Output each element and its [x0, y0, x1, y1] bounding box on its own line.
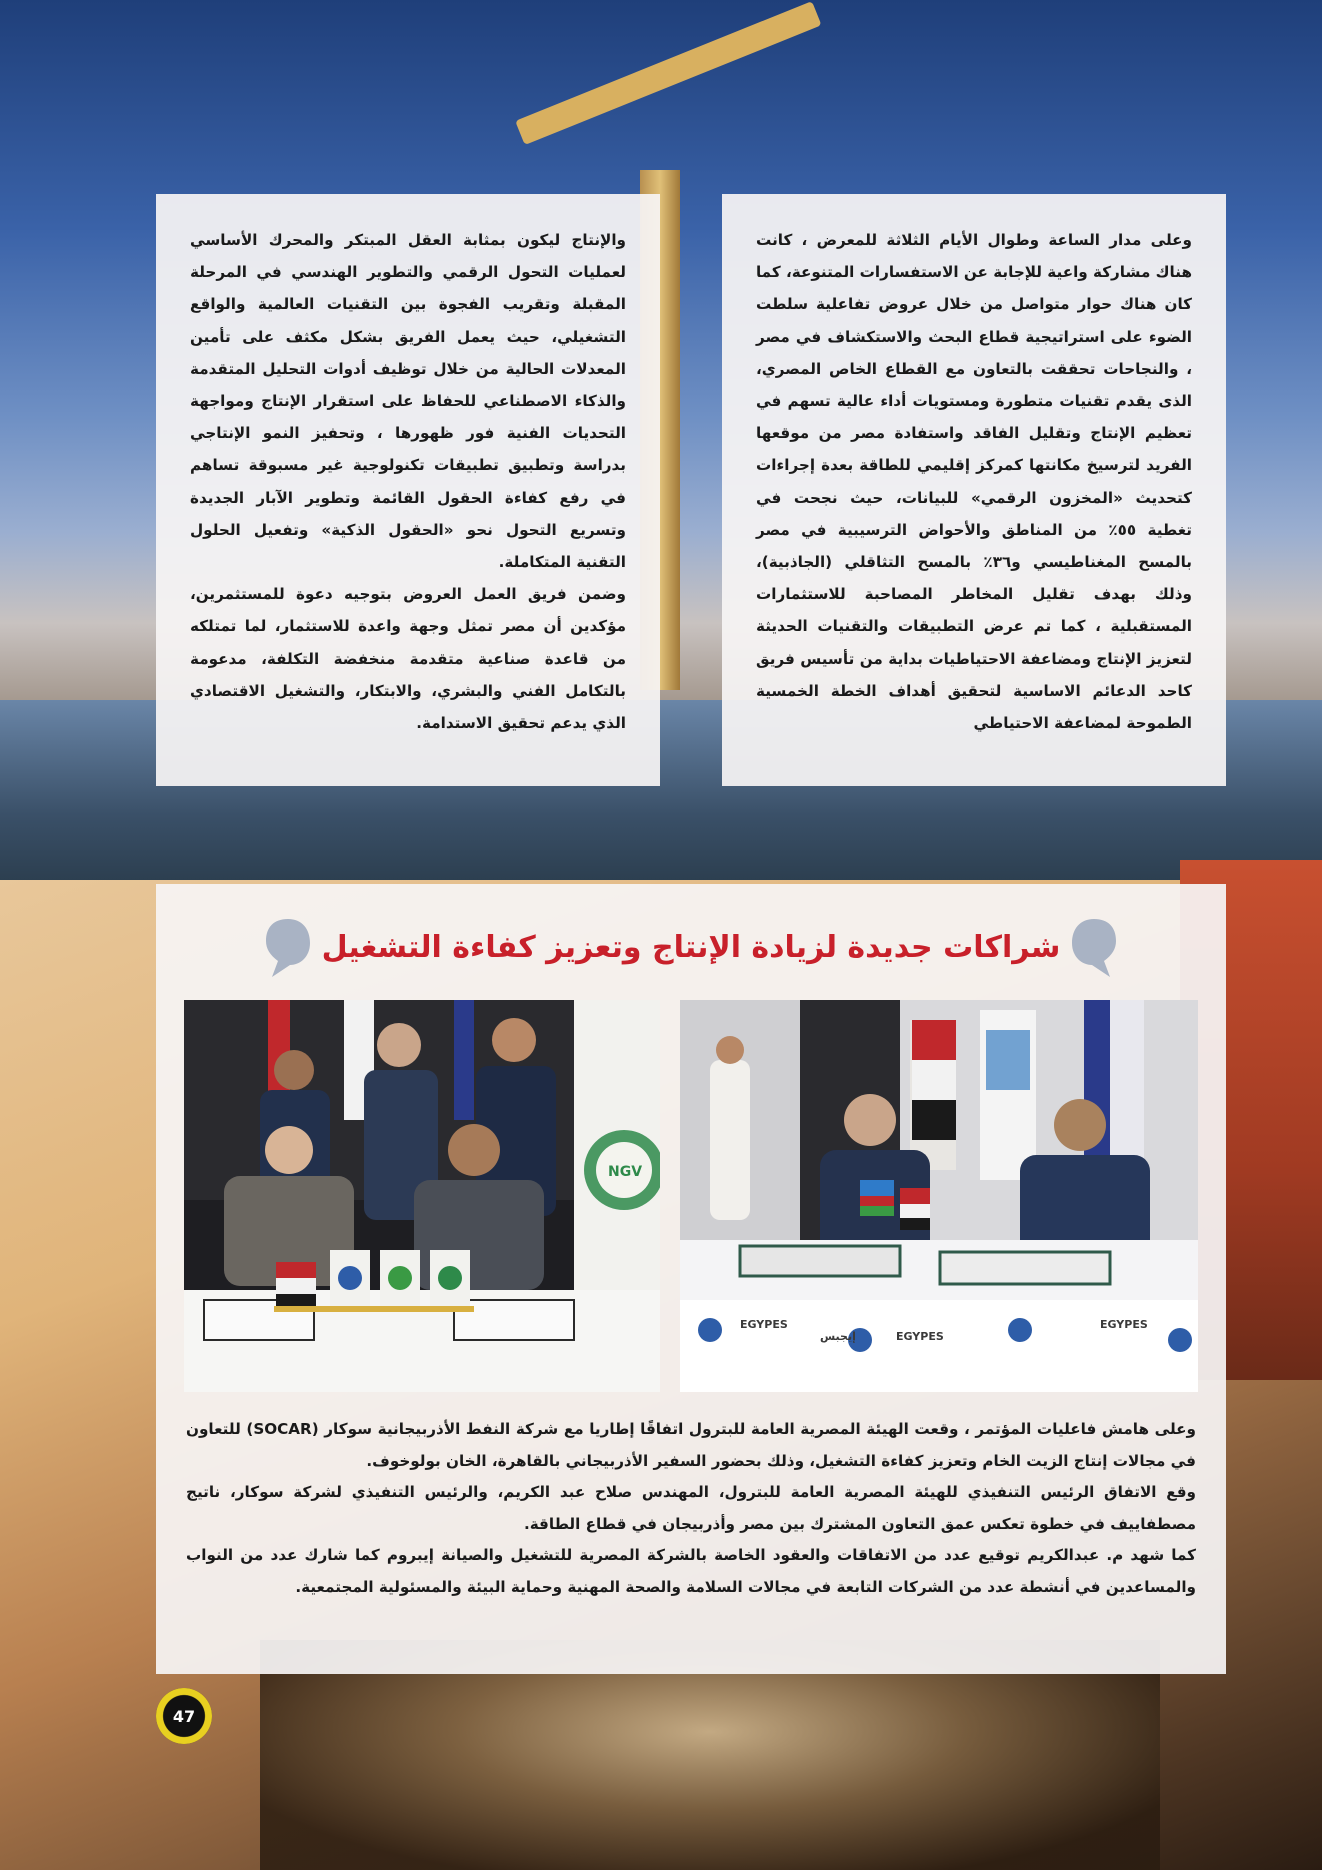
photo-socar-banner-text-2: EGYPES: [896, 1330, 944, 1343]
section-headline-row: [156, 912, 1226, 982]
section-paragraph-3: كما شهد م. عبدالكريم توقيع عدد من الاتفاقات والعقود الخاصة بالشركة المصرية للتشغيل والصيانة إيبروم كما شارك عدد من النواب والمساعدين في أنشطة عدد من الشركات التابعة في مجالات السلامة والصحة المهنية وحماية البيئة والمسئولية المجتمعية.: [186, 1546, 1196, 1596]
photo-partner-badge-text: NGV: [608, 1164, 643, 1180]
page-number: 47: [172, 1706, 196, 1726]
photo-partner-signing: [184, 1000, 660, 1392]
page-number-badge: [156, 1688, 212, 1744]
column-left-paragraph-2: وضمن فريق العمل العروض بتوجيه دعوة للمستثمرين، مؤكدين أن مصر تمثل وجهة واعدة للاستثمار، لما تمتلكه من قاعدة صناعية متقدمة منخفضة التكلفة، مدعومة بالتكامل الفني والبشري، والابتكار، والتشغيل الاقتصادي الذي يدعم تحقيق الاستدامة.: [190, 585, 626, 733]
partnerships-section: [156, 884, 1226, 1674]
photo-socar-banner-text-ar: إيجبس: [820, 1330, 856, 1343]
water-wake: [260, 1640, 1160, 1870]
quote-open-icon: [1070, 915, 1118, 979]
photo-socar-signing: [680, 1000, 1198, 1392]
photo-socar-banner-text-3: EGYPES: [1100, 1318, 1148, 1331]
column-left-paragraph-1: والإنتاج ليكون بمثابة العقل المبتكر والمحرك الأساسي لعمليات التحول الرقمي والتطوير الهندسي في المرحلة المقبلة وتقريب الفجوة بين التقنيات العالمية والواقع التشغيلي، حيث يعمل الفريق بشكل مكثف على تأمين المعدلات الحالية من خلال توظيف أدوات التحليل المتقدمة والذكاء الاصطناعي للحفاظ على استقرار الإنتاج ومواجهة التحديات الفنية فور ظهورها ، وتحفيز النمو الإنتاجي بدراسة وتطبيق تطبيقات تكنولوجية غير مسبوقة تساهم في رفع كفاءة الحقول القائمة وتطوير الآبار الجديدة وتسريع التحول نحو «الحقول الذكية» وتفعيل الحلول التقنية المتكاملة.: [190, 231, 626, 572]
column-right-paragraph: وعلى مدار الساعة وطوال الأيام الثلاثة للمعرض ، كانت هناك مشاركة واعية للإجابة عن الاستفسارات المتنوعة، كما كان هناك حوار متواصل من خلال عروض تفاعلية سلطت الضوء على استراتيجية قطاع البحث والاستكشاف في مصر ، والنجاحات تحققت بالتعاون مع القطاع الخاص المصري، الذى يقدم تقنيات متطورة ومستويات أداء عالية تسهم في تعظيم الإنتاج وتقليل الفاقد واستفادة مصر من موقعها الفريد لترسيخ مكانتها كمركز إقليمي للطاقة بعدة إجراءات كتحديث «المخزون الرقمي» للبيانات، حيث نجحت في تغطية ٥٥٪ من المناطق والأحواض الترسيبية في مصر بالمسح المغناطيسي و٣٦٪ بالمسح التثاقلي (الجاذبية)، وذلك بهدف تقليل المخاطر المصاحبة للاستثمارات المستقبلية ، كما تم عرض التطبيقات والتقنيات الحديثة لتعزيز الإنتاج ومضاعفة الاحتياطيات بداية من تأسيس فريق كاحد الدعائم الاساسية لتحقيق أهداف الخطة الخمسية الطموحة لمضاعفة الاحتياطي: [755, 231, 1192, 733]
section-headline: شراكات جديدة لزيادة الإنتاج وتعزيز كفاءة التشغيل: [321, 929, 1061, 965]
section-body: [186, 1414, 1196, 1604]
text-column-right: [722, 194, 1226, 786]
section-paragraph-2: وقع الاتفاق الرئيس التنفيذي للهيئة المصرية العامة للبترول، المهندس صلاح عبد الكريم، والرئيس التنفيذي لشركة سوكار، ناتيج مصطفاييف في خطوة تعكس عمق التعاون المشترك بين مصر وأذربيجان في قطاع الطاقة.: [186, 1483, 1196, 1533]
photo-socar-banner-text: EGYPES: [740, 1318, 788, 1331]
photo-partner-signing-image: [184, 1000, 660, 1392]
text-column-left: [156, 194, 660, 786]
section-paragraph-1: وعلى هامش فاعليات المؤتمر ، وقعت الهيئة المصرية العامة للبترول اتفاقًا إطاريا مع شركة النفط الأذربيجانية سوكار (SOCAR) للتعاون في مجالات إنتاج الزيت الخام وتعزيز كفاءة التشغيل، وذلك بحضور السفير الأذربيجاني بالقاهرة، الخان بولوخوف.: [186, 1420, 1196, 1470]
quote-close-icon: [264, 915, 312, 979]
